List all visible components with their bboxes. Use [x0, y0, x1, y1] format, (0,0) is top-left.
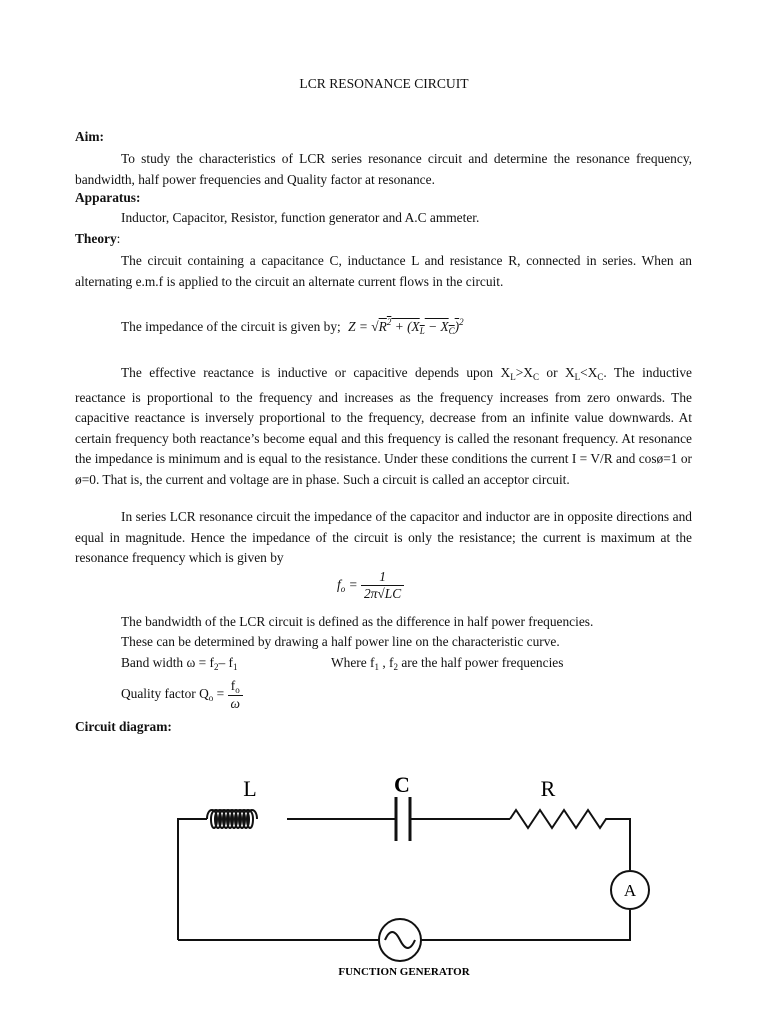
theory-p1: The circuit containing a capacitance C, inductance L and resistance R, connected in series. When an alternating e.m.f is applied to the circuit an alternate current flows in the circuit. — [75, 253, 692, 289]
aim-text — [75, 149, 692, 190]
bandwidth-where: Where $f_1$ , $f_2$ are the half power frequencies — [331, 655, 564, 672]
bandwidth-definition: The bandwidth of the LCR circuit is defined as the difference in half power frequencies. — [121, 614, 594, 629]
inductor-label: L — [243, 776, 257, 801]
circuit-heading: Circuit diagram: — [75, 719, 172, 734]
impedance-equation-line — [121, 317, 464, 336]
aim-heading: Aim: — [75, 129, 105, 144]
theory-paragraph-2 — [75, 363, 692, 490]
wire-right-top — [610, 819, 630, 870]
aim-paragraph: To study the characteristics of LCR series resonance circuit and determine the resonance frequency, bandwidth, half power frequencies and Quality factor at resonance. — [75, 151, 692, 187]
quality-label: Quality factor Q — [121, 686, 209, 702]
impedance-formula: $Z = √R^2 + (X_L - X_C)^2$ — [348, 317, 464, 336]
resistor-label: R — [540, 776, 556, 801]
theory-p2: The effective reactance is inductive or capacitive depends upon $X_L>X_C$ or $X_L<X_C$. The inductive reactance is proportional to the frequency and increases as the frequency increases from zero onwards. The capacitive reactance is inversely proportional to the frequency, decrease from an infinite value downwards. At certain frequency both reactance’s become equal and this frequency is called the resonant frequency. At resonance the impedance is minimum and is equal to the resistance. Under these conditions the current I = V/R and cosø=1 or ø=0. That is, the current and voltage are in phase. Such a circuit is called an acceptor circuit. — [75, 365, 692, 487]
bandwidth-label: Band width ω = f — [121, 655, 214, 670]
bandwidth-formula: Band width $\omega = f_2-$ $f_1$ — [121, 655, 238, 672]
bandwidth-where-rest: are the half power frequencies — [398, 655, 564, 670]
capacitor-symbol — [396, 797, 410, 841]
theory-heading-colon: : — [116, 231, 121, 246]
bandwidth-where-label: Where f — [331, 655, 375, 670]
page-title: LCR RESONANCE CIRCUIT — [299, 76, 469, 91]
apparatus-heading: Apparatus: — [75, 190, 141, 205]
apparatus-text: Inductor, Capacitor, Resistor, function generator and A.C ammeter. — [121, 210, 480, 225]
theory-p2-start: The effective reactance is inductive or capacitive depends upon X — [121, 365, 511, 380]
theory-p2-rest: The inductive reactance is proportional to the frequency and increases as the frequency increases from zero onwards. The capacitive reactance is inversely proportional to the frequency, decrease from an infinite value downwards. At certain frequency both reactance’s become equal and this frequency is called the resonant frequency. At resonance the impedance is minimum and is equal to the resistance. Under these conditions the current I = V/R and cosø=1 or ø=0. That is, the current and voltage are in phase. Such a circuit is called an acceptor circuit. — [75, 365, 692, 487]
resistor-symbol — [510, 810, 610, 828]
theory-heading — [75, 231, 120, 247]
inductor-symbol — [207, 810, 296, 828]
wire-right-bottom — [421, 910, 630, 940]
circuit-diagram — [150, 760, 670, 990]
ammeter-label: A — [623, 881, 637, 900]
wire-left — [178, 819, 207, 940]
theory-heading-text: Theory — [75, 231, 117, 246]
theory-paragraph-1 — [75, 251, 692, 292]
theory-paragraph-3 — [75, 507, 692, 569]
resonance-frequency-formula: $f_o$ = $\frac{1}{2\pi√LC}$ — [337, 569, 404, 602]
capacitor-label: C — [394, 772, 410, 797]
function-generator-label: FUNCTION GENERATOR — [338, 966, 470, 978]
bandwidth-method: These can be determined by drawing a half power line on the characteristic curve. — [121, 634, 560, 649]
impedance-intro: The impedance of the circuit is given by; — [121, 319, 341, 334]
quality-factor-formula: Quality factor $Q_o$ = $\frac{f_o}{\omega}$ — [121, 678, 243, 712]
theory-p3: In series LCR resonance circuit the impedance of the capacitor and inductor are in opposite directions and equal in magnitude. Hence the impedance of the circuit is only the resistance; the current is maximum at the resonance frequency which is given by — [75, 509, 692, 565]
